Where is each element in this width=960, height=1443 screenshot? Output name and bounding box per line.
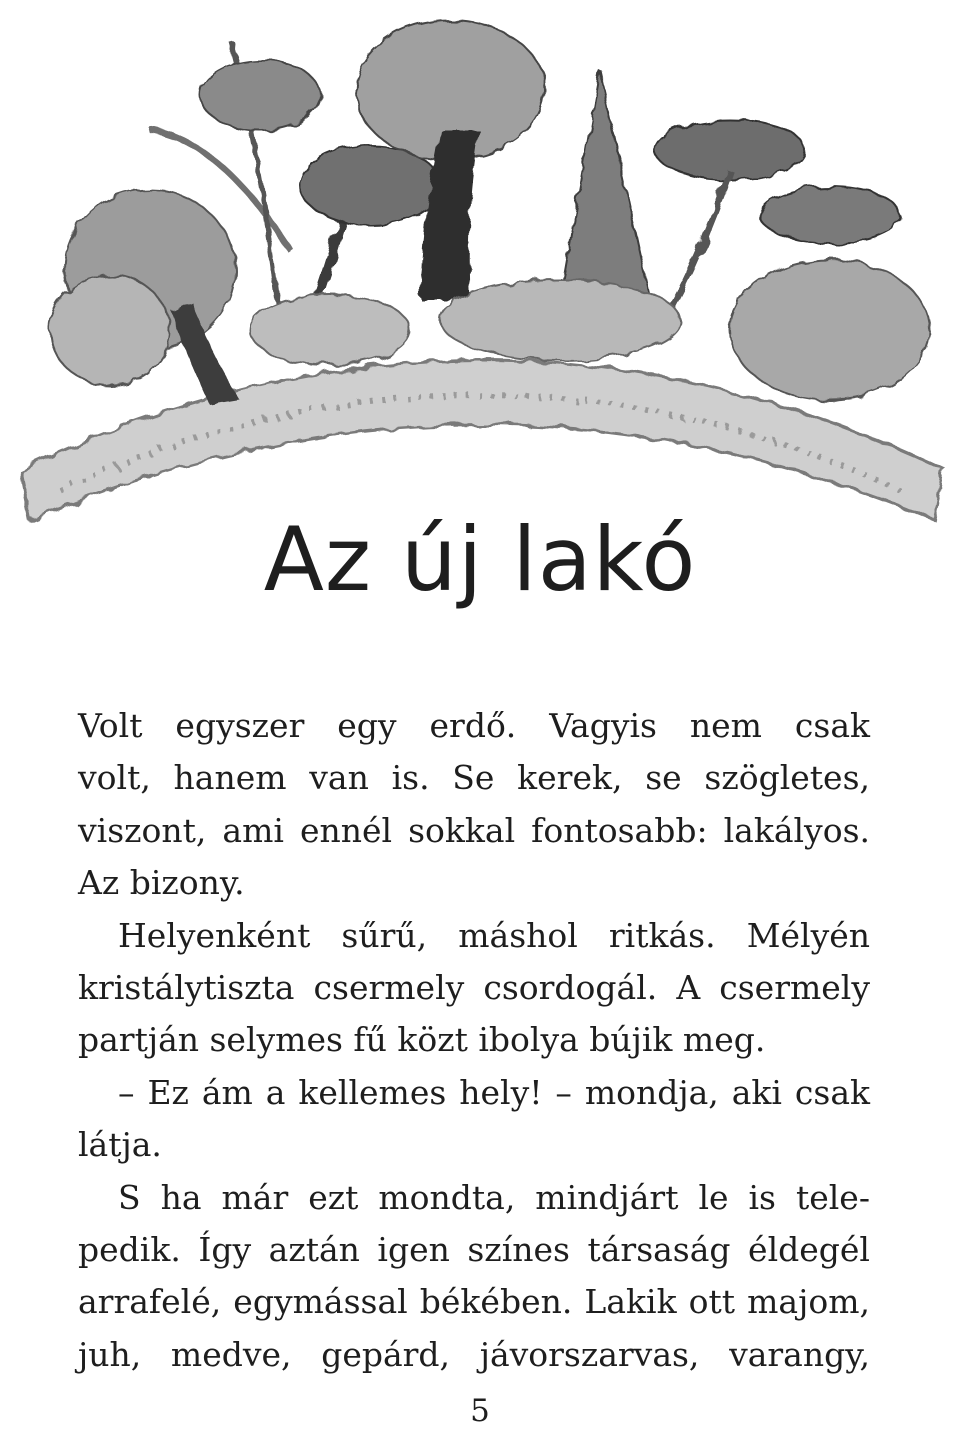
text-line: partján selymes fű közt ibolya bújik meg.	[78, 1020, 766, 1060]
text-line: arrafelé, egymással békében. Lakik ott majom,	[78, 1282, 870, 1322]
text-line: kristálytiszta csermely csordogál. A csermely	[78, 967, 870, 1007]
text-line: Az bizony.	[78, 863, 245, 903]
text-line: juh, medve, gepárd, jávorszarvas, varangy,	[78, 1334, 870, 1374]
text-line: volt, hanem van is. Se kerek, se szögletes,	[78, 758, 870, 798]
text-line: Volt egyszer egy erdő. Vagyis nem csak	[78, 706, 870, 745]
chapter-title: Az új lakó	[263, 508, 697, 611]
story-text	[78, 700, 870, 1381]
text-line: pedik. Így aztán igen színes társaság éldegél	[78, 1229, 870, 1269]
text-line: látja.	[78, 1125, 162, 1165]
text-line: Helyenként sűrű, máshol ritkás. Mélyén	[118, 915, 870, 955]
text-line: – Ez ám a kellemes hely! – mondja, aki csak	[118, 1072, 870, 1112]
page-number: 5	[470, 1393, 490, 1429]
text-line: S ha már ezt mondta, mindjárt le is tele-	[118, 1177, 870, 1217]
text-line: viszont, ami ennél sokkal fontosabb: lakályos.	[78, 810, 870, 850]
